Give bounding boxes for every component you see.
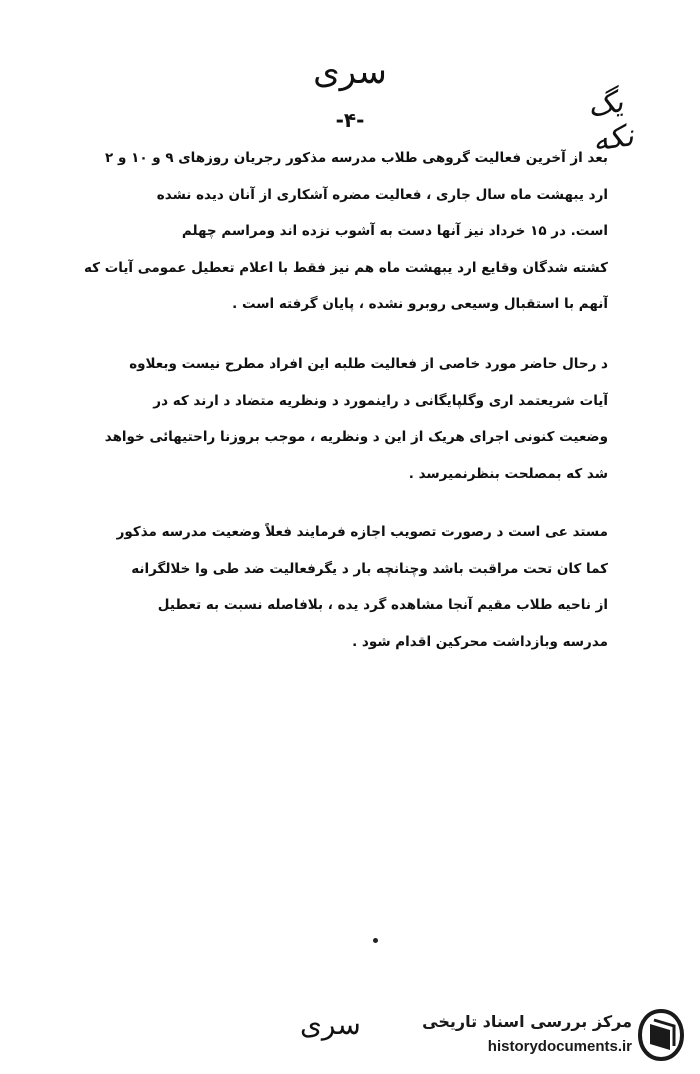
- text-line: مدرسه وبازداشت محرکین اقدام شود .: [352, 633, 608, 650]
- text-line: شد که بمصلحت بنظرنمیرسد .: [408, 465, 608, 482]
- page-number: -۴-: [335, 108, 365, 132]
- handwritten-annotation: یگ نکه: [585, 84, 636, 159]
- text-line: آیات شریعتمد اری وگلپایگانی د راینمورد د ونظریه متضاد د ارند که در: [153, 392, 608, 409]
- text-line: د رحال حاضر مورد خاصی از فعالیت طلبه این افراد مطرح نیست وبعلاوه: [129, 356, 608, 372]
- watermark-title: مرکز بررسی اسناد تاریخی: [422, 1012, 632, 1031]
- text-line: است. در ۱۵ خرداد نیز آنها دست به آشوب نزده اند ومراسم چهلم: [181, 223, 608, 239]
- text-line: آنهم با استقبال وسیعی روبرو نشده ، پایان گرفته است .: [232, 296, 608, 312]
- text-line: بعد از آخرین فعالیت گروهی طلاب مدرسه مذکور رجریان روزهای ۹ و ۱۰ و ۲: [105, 150, 608, 166]
- archive-watermark: [422, 1006, 690, 1066]
- text-line: وضعیت کنونی اجرای هریک از این د ونظریه ، موجب بروزنا راحتیهائی خواهد: [104, 429, 608, 445]
- classification-heading: سری: [313, 52, 387, 92]
- ink-dot: [373, 938, 378, 943]
- text-line: کشته شدگان وقایع ارد یبهشت ماه هم نیز فقط با اعلام تعطیل عمومی آیات که: [83, 259, 608, 276]
- archive-logo-icon: [636, 1008, 686, 1062]
- paragraph-3: [80, 514, 608, 660]
- paragraph-1: [80, 140, 608, 323]
- classification-footer: سری: [300, 1008, 361, 1041]
- text-line: مستد عی است د رصورت تصویب اجازه فرمایند فعلاً وضعیت مدرسه مذکور: [116, 524, 608, 540]
- text-line: ارد یبهشت ماه سال جاری ، فعالیت مضره آشکاری از آنان دیده نشده: [156, 186, 608, 203]
- text-line: از ناحیه طلاب مقیم آنجا مشاهده گرد یده ، بلافاصله نسبت به تعطیل: [157, 597, 608, 613]
- text-line: کما کان تحت مراقبت باشد وچنانچه بار د یگرفعالیت ضد طی وا خلالگرانه: [131, 560, 608, 577]
- watermark-url[interactable]: historydocuments.ir: [487, 1038, 632, 1055]
- paragraph-2: [80, 346, 608, 492]
